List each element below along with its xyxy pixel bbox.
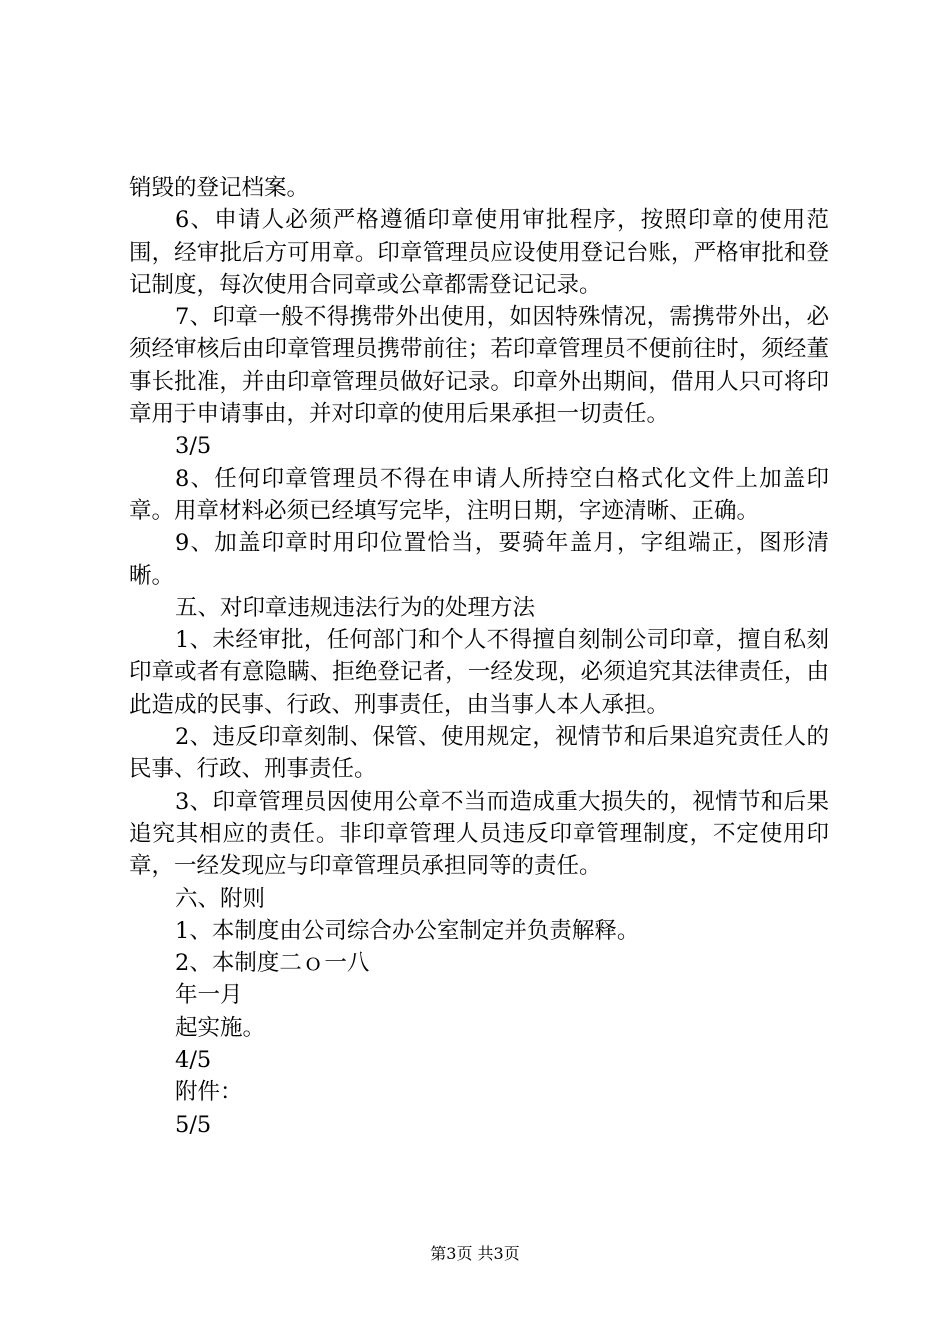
paragraph: 8、任何印章管理员不得在申请人所持空白格式化文件上加盖印章。用章材料必须已经填写完毕，注明日期，字迹清晰、正确。 bbox=[129, 465, 829, 524]
page-marker: 3/5 bbox=[175, 433, 212, 460]
paragraph: 年一月 bbox=[175, 982, 243, 1009]
section-heading: 六、附则 bbox=[175, 885, 266, 912]
paragraph: 1、本制度由公司综合办公室制定并负责解释。 bbox=[175, 917, 640, 944]
paragraph: 2、本制度二ｏ一八 bbox=[175, 950, 370, 977]
footer-page-number: 第3页 bbox=[430, 1244, 473, 1263]
paragraph: 销毁的登记档案。 bbox=[129, 175, 310, 201]
section-heading: 五、对印章违规违法行为的处理方法 bbox=[175, 594, 536, 621]
paragraph: 6、申请人必须严格遵循印章使用审批程序，按照印章的使用范围，经审批后方可用章。印章管理员应设使用登记台账，严格审批和登记制度，每次使用合同章或公章都需登记记录。 bbox=[129, 207, 829, 298]
paragraph: 1、未经审批，任何部门和个人不得擅自刻制公司印章，擅自私刻印章或者有意隐瞒、拒绝登记者，一经发现，必须追究其法律责任，由此造成的民事、行政、刑事责任，由当事人本人承担。 bbox=[129, 627, 829, 718]
paragraph: 9、加盖印章时用印位置恰当，要骑年盖月，字组端正，图形清晰。 bbox=[129, 530, 829, 589]
paragraph: 3、印章管理员因使用公章不当而造成重大损失的，视情节和后果追究其相应的责任。非印章管理人员违反印章管理制度，不定使用印章，一经发现应与印章管理员承担同等的责任。 bbox=[129, 788, 829, 880]
paragraph: 2、违反印章刻制、保管、使用规定，视情节和后果追究责任人的民事、行政、刑事责任。 bbox=[129, 724, 829, 783]
footer-total-pages: 共3页 bbox=[477, 1244, 520, 1263]
page-marker: 5/5 bbox=[175, 1111, 212, 1138]
paragraph: 起实施。 bbox=[175, 1014, 266, 1041]
page-marker: 4/5 bbox=[175, 1047, 212, 1074]
attachment-label: 附件： bbox=[175, 1079, 243, 1106]
paragraph: 7、印章一般不得携带外出使用，如因特殊情况，需携带外出，必须经审核后由印章管理员携带前往；若印章管理员不便前往时，须经董事长批准，并由印章管理员做好记录。印章外出期间，借用人只可将印章用于申请事由，并对印章的使用后果承担一切责任。 bbox=[129, 304, 829, 428]
page-footer bbox=[0, 1244, 950, 1264]
document-body bbox=[129, 172, 829, 1141]
